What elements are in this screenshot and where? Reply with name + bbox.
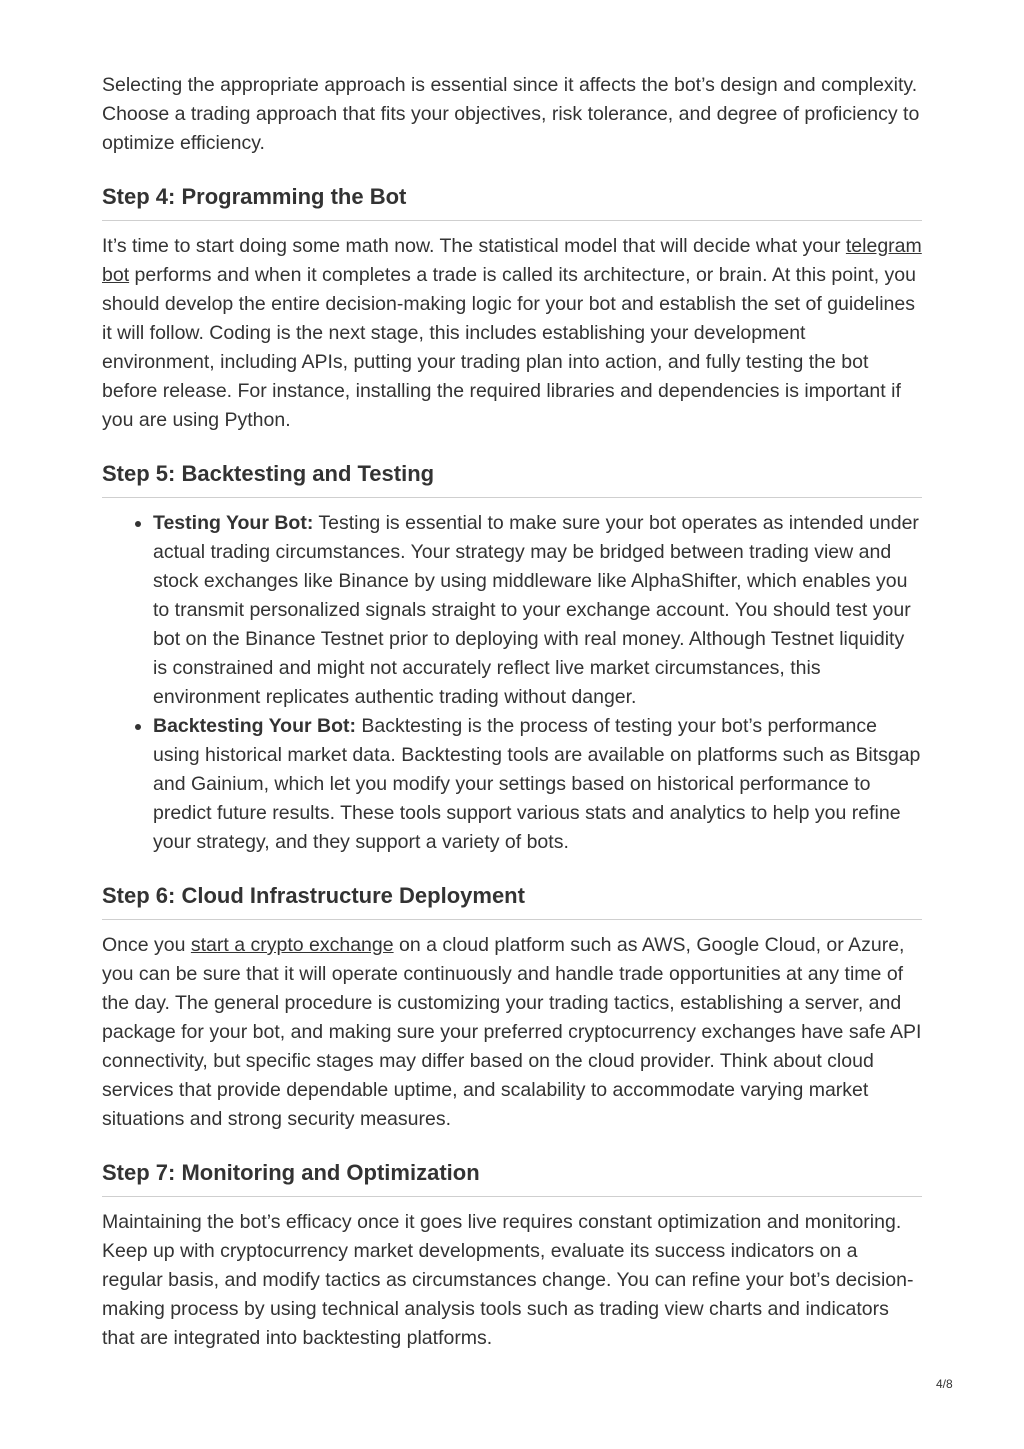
telegram-bot-link[interactable]: telegram bot [102,235,922,286]
intro-paragraph: Selecting the appropriate approach is essential since it affects the bot’s design and complexity. Choose a trading approach that fits your objectives, risk tolerance, and degree of proficiency to optimize efficiency. [102,74,920,154]
step6-paragraph [102,931,922,1134]
testing-your-bot-text: Testing is essential to make sure your bot operates as intended under actual trading circumstances. Your strategy may be bridged between trading view and stock exchanges like Binance by using middleware like AlphaShifter, which enables you to transmit personalized signals straight to your exchange account. You should test your bot on the Binance Testnet prior to deploying with real money. Although Testnet liquidity is constrained and might not accurately reflect live market circumstances, this environment replicates authentic trading without danger. [153,512,919,708]
page-number: 4/8 [936,1377,953,1391]
step6-heading: Step 6: Cloud Infrastructure Deployment [102,882,922,920]
step4-text-before: It’s time to start doing some math now. The statistical model that will decide what your [102,235,846,257]
step6-text-before: Once you [102,934,191,956]
step5-list [102,509,922,857]
start-crypto-exchange-link[interactable]: start a crypto exchange [190,934,394,956]
backtesting-your-bot-text: Backtesting is the process of testing your bot’s performance using historical market data. Backtesting tools are available on platforms such as Bitsgap and Gainium, which let you modify your settings based on historical performance to predict future results. These tools support various stats and analytics to help you refine your strategy, and they support a variety of bots. [153,715,921,853]
document-body [102,71,922,1353]
step5-heading: Step 5: Backtesting and Testing [102,460,922,498]
step4-text-after: performs and when it completes a trade is called its architecture, or brain. At this point, you should develop the entire decision-making logic for your bot and establish the set of guidelines it will follow. Coding is the next stage, this includes establishing your development environment, including APIs, putting your trading plan into action, and fully testing the bot before release. For instance, installing the required libraries and dependencies is important if you are using Python. [102,264,916,431]
step4-heading: Step 4: Programming the Bot [102,183,922,221]
step7-heading: Step 7: Monitoring and Optimization [102,1159,922,1197]
backtesting-your-bot-label: Backtesting Your Bot: [153,715,356,737]
step7-paragraph: Maintaining the bot’s efficacy once it goes live requires constant optimization and monitoring. Keep up with cryptocurrency market developments, evaluate its success indicators on a regular basis, and modify tactics as circumstances change. You can refine your bot’s decision-making process by using technical analysis tools such as trading view charts and indicators that are integrated into backtesting platforms. [102,1211,914,1349]
testing-your-bot-label: Testing Your Bot: [153,512,314,534]
list-item [153,712,922,857]
step6-text-after: on a cloud platform such as AWS, Google Cloud, or Azure, you can be sure that it will operate continuously and handle trade opportunities at any time of the day. The general procedure is customizing your trading tactics, establishing a server, and package for your bot, and making sure your preferred cryptocurrency exchanges have safe API connectivity, but specific stages may differ based on the cloud provider. Think about cloud services that provide dependable uptime, and scalability to accommodate varying market situations and strong security measures. [102,934,922,1130]
step4-paragraph [102,232,922,435]
list-item [153,509,922,712]
